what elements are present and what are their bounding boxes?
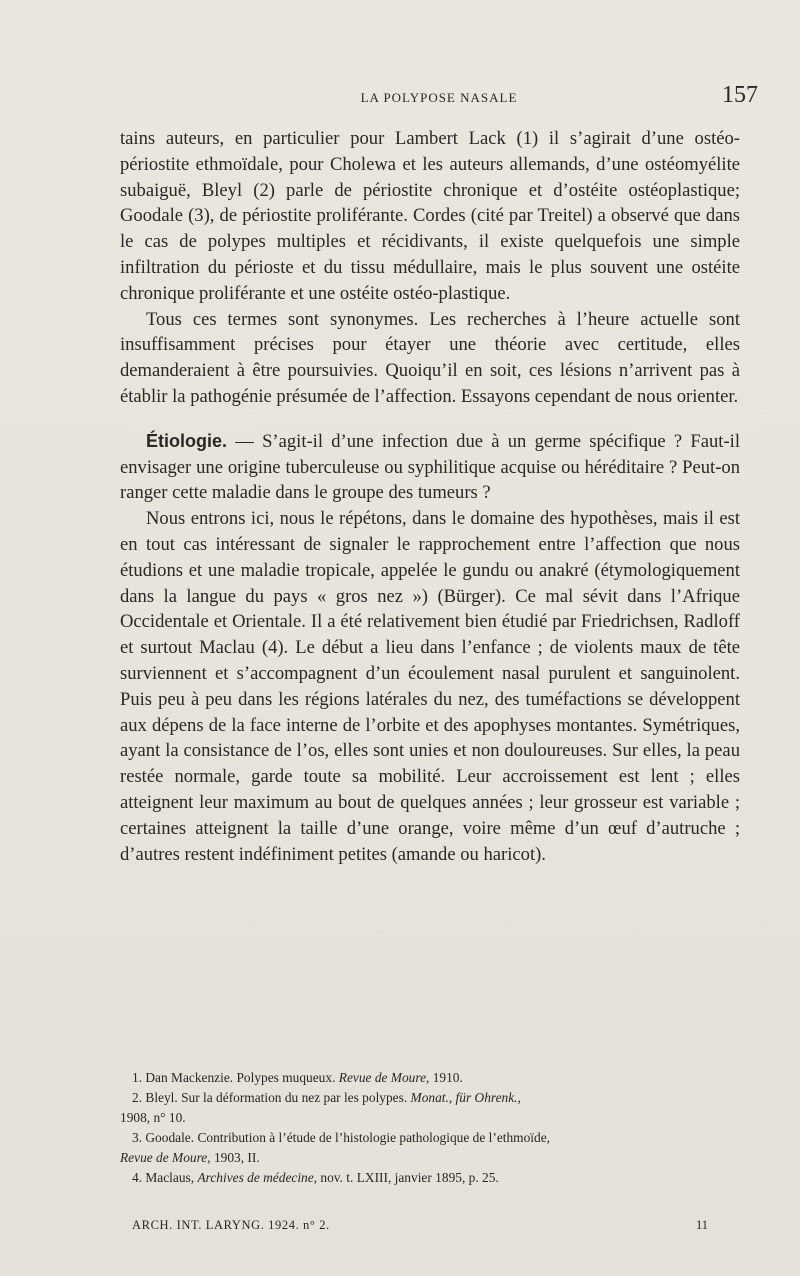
journal-signature: ARCH. INT. LARYNG. 1924. n° 2. xyxy=(132,1218,330,1232)
footnote-1-text: 1. Dan Mackenzie. Polypes muqueux. xyxy=(132,1070,339,1085)
footnotes xyxy=(120,1068,740,1188)
footnote-2-comma: , xyxy=(517,1090,521,1105)
section-heading: Étiologie. xyxy=(146,430,227,451)
paragraph-2: Tous ces termes sont synonymes. Les recherches à l’heure actuelle sont insuffisamment précises pour étayer une théorie avec certitude, elles demanderaient à être poursuivies. Quoiqu’il en soit, ces lésions n’arrivent pas à établir la pathogénie présumée de l’affection. Essayons cependant de nous orienter. xyxy=(120,308,740,407)
footnote-1 xyxy=(120,1068,740,1088)
footnote-4-journal: Archives de médecine xyxy=(197,1170,314,1185)
footnote-3-journal: Revue de Moure xyxy=(120,1150,208,1165)
footnote-3-year: , 1903, II. xyxy=(207,1150,260,1165)
paragraph-3-text: — S’agit-il d’une infection due à un germe spécifique ? Faut-il envisager une origine tuberculeuse ou syphilitique acquise ou héréditaire ? Peut-on ranger cette maladie dans le groupe des tumeurs ? xyxy=(120,430,740,504)
footnote-3: 3. Goodale. Contribution à l’étude de l’histologie pathologique de l’ethmoïde, xyxy=(132,1130,550,1145)
paragraph-1: tains auteurs, en particulier pour Lambert Lack (1) il s’agirait d’une ostéo-périostite ethmoïdale, pour Cholewa et les auteurs allemands, d’une ostéomyélite subaiguë, Bleyl (2) parle de périostite chronique et d’ostéite ostéoplastique; Goodale (3), de périostite proliférante. Cordes (cité par Treitel) a observé que dans le cas de polypes multiples et récidivants, il existe quelquefois une simple infiltration du périoste et du tissu médullaire, mais le plus souvent une ostéite chronique proliférante et une ostéite ostéo-plastique. xyxy=(120,128,740,304)
footnote-2-journal: Monat., für Ohrenk. xyxy=(410,1090,518,1105)
paragraph-4: Nous entrons ici, nous le répétons, dans le domaine des hypothèses, mais il est en tout cas intéressant de signaler le rapprochement entre l’affection que nous étudions et une maladie tropicale, appelée le gundu ou anakré (étymologiquement dans la langue du pays « gros nez ») (Bürger). Ce mal sévit dans l’Afrique Occidentale et Orientale. Il a été relativement bien étudié par Friedrichsen, Radloff et surtout Maclau (4). Le début a lieu dans l’enfance ; de violents maux de tête surviennent et s’accompagnent d’un écoulement nasal purulent et sanguinolent. Puis peu à peu dans les régions latérales du nez, des tuméfactions se développent aux dépens de la face interne de l’orbite et des apophyses montantes. Symétriques, ayant la consistance de l’os, elles sont unies et non douloureuses. Sur elles, la peau restée normale, garde toute sa mobilité. Leur accroissement est lent ; elles atteignent leur maximum au bout de quelques années ; leur grosseur est variable ; certaines atteignent la taille d’une orange, voire même d’un œuf d’autruche ; d’autres restent indéfiniment petites (amande ou haricot). xyxy=(120,508,740,865)
running-title: LA POLYPOSE NASALE xyxy=(360,90,518,105)
sheet-number: 11 xyxy=(695,1218,708,1232)
footnote-2 xyxy=(120,1088,740,1108)
page-footer xyxy=(120,1218,740,1238)
footnote-4-text: 4. Maclaus, xyxy=(132,1170,198,1185)
paragraph-etiologie xyxy=(120,429,740,506)
footnote-4-details: , nov. t. LXIII, janvier 1895, p. 25. xyxy=(313,1170,499,1185)
footnote-4 xyxy=(120,1168,740,1188)
footnote-1-year: , 1910. xyxy=(426,1070,463,1085)
page-header xyxy=(120,82,758,114)
footnote-1-journal: Revue de Moure xyxy=(338,1070,427,1085)
footnote-2-cont: 1908, n° 10. xyxy=(120,1110,186,1125)
footnote-3-cont xyxy=(120,1148,740,1168)
page-number: 157 xyxy=(722,82,758,108)
footnote-2-text: 2. Bleyl. Sur la déformation du nez par les polypes. xyxy=(132,1090,411,1105)
body-text xyxy=(120,126,740,867)
